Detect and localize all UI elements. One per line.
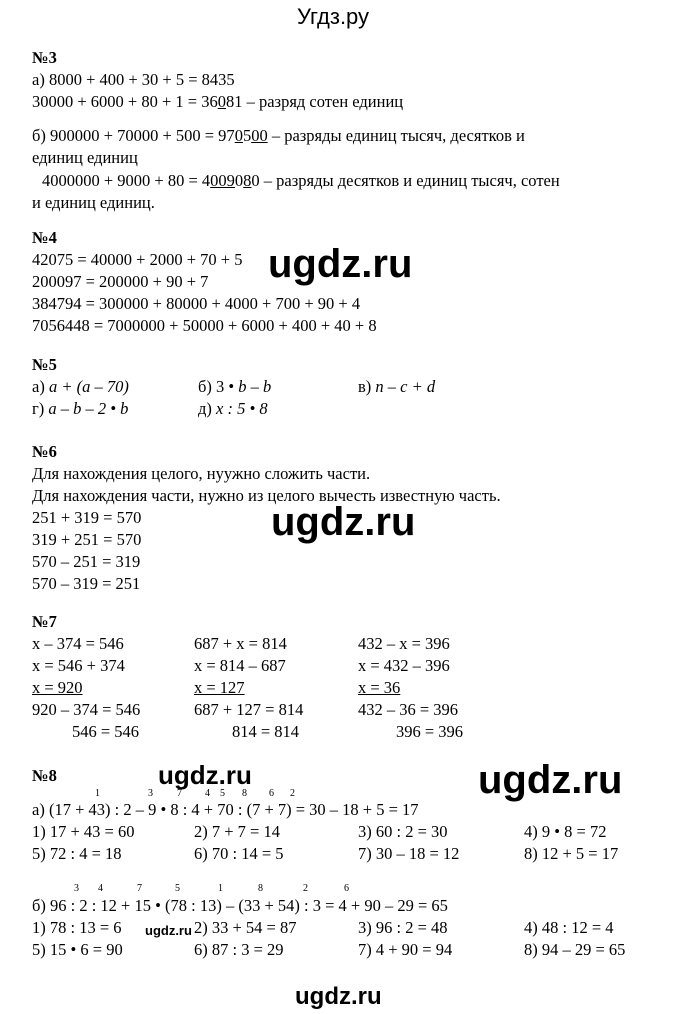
order-mark: 2 [303, 883, 308, 894]
task-8-b-step: 7) 4 + 90 = 94 [358, 940, 453, 959]
watermark-big: ugdz.ru [478, 758, 623, 802]
task-7-col3-answer: x = 36 [358, 678, 401, 697]
order-mark: 5 [175, 883, 180, 894]
task-8-b-expression: б) 96 : 2 : 12 + 15 • (78 : 13) – (33 + 54) : 3 = 4 + 90 – 29 = 65 [32, 896, 448, 915]
watermark-big: ugdz.ru [268, 242, 413, 286]
task-5-title: №5 [32, 355, 57, 374]
task-3-line-a2: 30000 + 6000 + 80 + 1 = 36081 – разряд сотен единиц [32, 92, 404, 111]
task-6-line: 570 – 251 = 319 [32, 552, 141, 571]
task-8-a-step: 4) 9 • 8 = 72 [524, 822, 607, 841]
watermark-big: ugdz.ru [271, 500, 416, 544]
task-7-col3-line: x = 432 – 396 [358, 656, 450, 675]
task-8-a-step: 3) 60 : 2 = 30 [358, 822, 448, 841]
task-8-b-step: 1) 78 : 13 = 6 [32, 918, 122, 937]
order-mark: 1 [95, 788, 100, 799]
task-8-b-step: 8) 94 – 29 = 65 [524, 940, 626, 959]
task-7-col1-answer: x = 920 [32, 678, 83, 697]
task-7-col1-line: 920 – 374 = 546 [32, 700, 141, 719]
task-8-a-step: 7) 30 – 18 = 12 [358, 844, 460, 863]
task-7-col2-line: 687 + 127 = 814 [194, 700, 304, 719]
watermark-small: ugdz.ru [145, 923, 192, 938]
task-8-b-step: 4) 48 : 12 = 4 [524, 918, 614, 937]
task-7-col1-line: x – 374 = 546 [32, 634, 124, 653]
task-4-line: 200097 = 200000 + 90 + 7 [32, 272, 209, 291]
task-6-line: 319 + 251 = 570 [32, 530, 142, 549]
task-3-line-b3: 4000000 + 9000 + 80 = 4009080 – разряды десятков и единиц тысяч, сотен [42, 171, 560, 190]
order-mark: 8 [242, 788, 247, 799]
task-5-item-a: а) a + (a – 70) [32, 377, 129, 396]
order-mark: 1 [218, 883, 223, 894]
task-6-line: 251 + 319 = 570 [32, 508, 142, 527]
task-3-line-a1: а) 8000 + 400 + 30 + 5 = 8435 [32, 70, 235, 89]
task-6-line: 570 – 319 = 251 [32, 574, 141, 593]
task-3-line-b4: и единиц единиц. [32, 193, 155, 212]
task-8-title: №8 [32, 766, 57, 785]
order-mark: 6 [344, 883, 349, 894]
watermark-footer: ugdz.ru [295, 983, 382, 1010]
task-4-line: 384794 = 300000 + 80000 + 4000 + 700 + 90 + 4 [32, 294, 361, 313]
order-mark: 2 [290, 788, 295, 799]
order-mark: 8 [258, 883, 263, 894]
task-8-a-step: 2) 7 + 7 = 14 [194, 822, 280, 841]
task-8-b-step: 2) 33 + 54 = 87 [194, 918, 297, 937]
order-mark: 7 [137, 883, 142, 894]
task-8-a-step: 6) 70 : 14 = 5 [194, 844, 284, 863]
task-5-item-g: г) a – b – 2 • b [32, 399, 129, 418]
watermark-medium: ugdz.ru [158, 760, 252, 790]
order-mark: 5 [220, 788, 225, 799]
site-title: Угдз.ру [297, 4, 370, 29]
task-3-title: №3 [32, 48, 57, 67]
task-8-b-step: 6) 87 : 3 = 29 [194, 940, 284, 959]
task-6-line: Для нахождения части, нужно из целого вычесть известную часть. [32, 486, 501, 505]
task-5-item-b: б) 3 • b – b [198, 377, 272, 396]
task-8-a-step: 8) 12 + 5 = 17 [524, 844, 619, 863]
task-8-b-step: 5) 15 • 6 = 90 [32, 940, 123, 959]
task-4-line: 7056448 = 7000000 + 50000 + 6000 + 400 + 40 + 8 [32, 316, 377, 335]
task-6-title: №6 [32, 442, 57, 461]
task-7-col2-answer: x = 127 [194, 678, 245, 697]
order-mark: 6 [269, 788, 274, 799]
task-8-a-step: 5) 72 : 4 = 18 [32, 844, 122, 863]
task-7-col2-line: x = 814 – 687 [194, 656, 286, 675]
order-mark: 4 [205, 788, 210, 799]
task-7-col1-line: x = 546 + 374 [32, 656, 125, 675]
task-5-item-v: в) n – c + d [358, 377, 436, 396]
task-8-a-expression: а) (17 + 43) : 2 – 9 • 8 : 4 + 70 : (7 + 7) = 30 – 18 + 5 = 17 [32, 800, 419, 819]
task-4-title: №4 [32, 228, 57, 247]
task-3-line-b1: б) 900000 + 70000 + 500 = 970500 – разряды единиц тысяч, десятков и [32, 126, 525, 145]
task-7-title: №7 [32, 612, 57, 631]
task-8-b-step: 3) 96 : 2 = 48 [358, 918, 448, 937]
task-7-col3-line: 432 – x = 396 [358, 634, 450, 653]
order-mark: 4 [98, 883, 103, 894]
order-mark: 7 [177, 788, 182, 799]
task-5-item-d: д) x : 5 • 8 [198, 399, 268, 418]
task-4-line: 42075 = 40000 + 2000 + 70 + 5 [32, 250, 243, 269]
task-8-a-step: 1) 17 + 43 = 60 [32, 822, 135, 841]
task-3-line-b2: единиц единиц [32, 148, 138, 167]
task-6-line: Для нахождения целого, нуужно сложить части. [32, 464, 371, 483]
task-7-col2-line: 687 + x = 814 [194, 634, 287, 653]
task-7-col1-line: 546 = 546 [72, 722, 140, 741]
order-mark: 3 [74, 883, 79, 894]
order-mark: 3 [148, 788, 153, 799]
task-7-col2-line: 814 = 814 [232, 722, 300, 741]
task-7-col3-line: 432 – 36 = 396 [358, 700, 459, 719]
task-7-col3-line: 396 = 396 [396, 722, 464, 741]
